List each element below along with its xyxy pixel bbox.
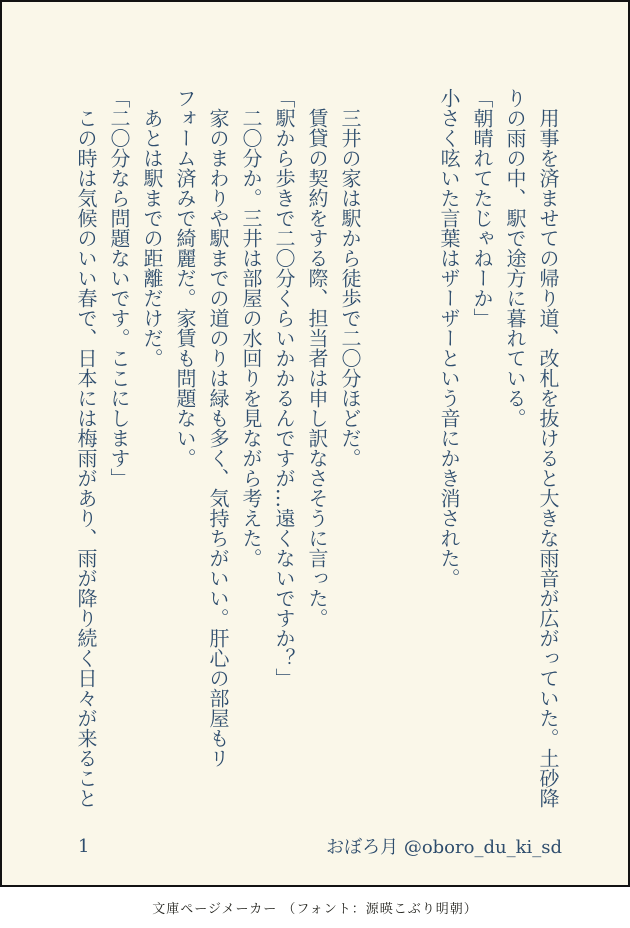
text-line: 家のまわりや駅までの道のりは緑も多く、気持ちがいい。肝心の部屋もリ — [206, 88, 230, 768]
text-line: 賃貸の契約をする際、担当者は申し訳なさそうに言った。 — [305, 88, 329, 628]
text-line: 小さく呟いた言葉はザーザーという音にかき消された。 — [437, 88, 461, 588]
text-line: 二〇分か。三井は部屋の水回りを見ながら考えた。 — [239, 88, 263, 568]
vertical-text-body — [69, 88, 564, 812]
text-line: 「朝晴れてたじゃねーか」 — [470, 88, 494, 328]
generator-caption: 文庫ページメーカー （フォント：源暎こぶり明朝） — [152, 902, 478, 917]
text-line: 「駅から歩きで二〇分くらいかかるんですが…遠くないですか？」 — [272, 88, 296, 688]
text-line: フォーム済みで綺麗だ。家賃も問題ない。 — [173, 88, 197, 468]
page-number: 1 — [78, 835, 90, 857]
author-handle: おぼろ月 @oboro_du_ki_sd — [326, 837, 562, 858]
text-line-blank — [366, 88, 399, 812]
text-line: あとは駅までの距離だけだ。 — [140, 88, 164, 368]
text-line: 用事を済ませての帰り道、改札を抜けると大きな雨音が広がっていた。土砂降 — [536, 88, 560, 808]
page-footer — [78, 834, 562, 858]
text-line: 三井の家は駅から徒歩で二〇分ほどだ。 — [338, 88, 362, 468]
text-line: この時は気候のいい春で、日本には梅雨があり、雨が降り続く日々が来ること — [74, 88, 98, 808]
text-line: りの雨の中、駅で途方に暮れている。 — [503, 88, 527, 428]
text-line-blank — [399, 88, 432, 812]
caption-strip — [0, 887, 630, 928]
text-line: 「二〇分なら問題ないです。ここにします」 — [107, 88, 131, 488]
